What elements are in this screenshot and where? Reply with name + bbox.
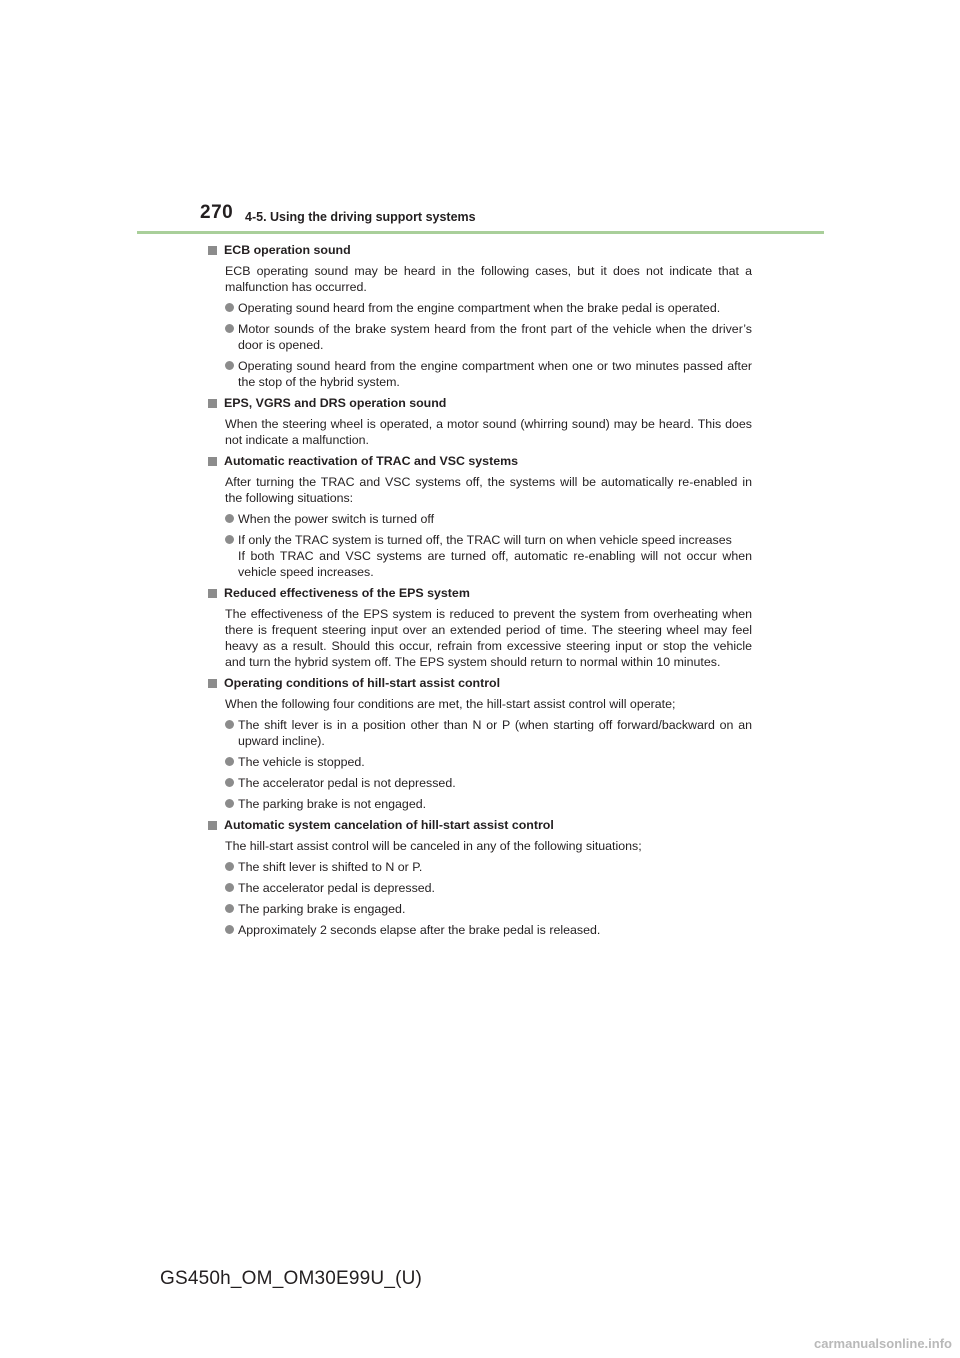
topic-heading (208, 395, 752, 411)
list-item-text (238, 532, 752, 580)
round-bullet-icon (225, 799, 234, 808)
list-item-text: The parking brake is not engaged. (238, 797, 427, 811)
watermark: carmanualsonline.info (814, 1336, 952, 1351)
list-item (225, 511, 752, 527)
square-bullet-icon (208, 246, 217, 255)
list-item (225, 321, 752, 353)
square-bullet-icon (208, 457, 217, 466)
list-item-text: The shift lever is shifted to N or P. (238, 860, 423, 874)
topic-heading-text: EPS, VGRS and DRS operation sound (224, 396, 447, 410)
topic-heading-text: Automatic reactivation of TRAC and VSC systems (224, 454, 518, 468)
topic-heading-text: Automatic system cancelation of hill-start assist control (224, 818, 554, 832)
topic-heading-text: Reduced effectiveness of the EPS system (224, 586, 470, 600)
topic-heading (208, 585, 752, 601)
square-bullet-icon (208, 679, 217, 688)
list-item-text: When the power switch is turned off (238, 512, 435, 526)
square-bullet-icon (208, 589, 217, 598)
topic-heading (208, 453, 752, 469)
page-header (200, 202, 824, 234)
section-title: 4-5. Using the driving support systems (245, 210, 476, 224)
topic-body: After turning the TRAC and VSC systems off, the systems will be automatically re-enabled in the following situations: (225, 475, 752, 505)
topic-trac-vsc-reactivation (208, 453, 752, 580)
list-item-text: Operating sound heard from the engine compartment when one or two minutes passed after the stop of the hybrid system. (238, 359, 752, 389)
topic-heading-text: Operating conditions of hill-start assist control (224, 676, 501, 690)
topic-body: When the steering wheel is operated, a motor sound (whirring sound) may be heard. This does not indicate a malfunction. (225, 417, 752, 447)
round-bullet-icon (225, 361, 234, 370)
square-bullet-icon (208, 399, 217, 408)
list-item (225, 901, 752, 917)
list-item-text: Approximately 2 seconds elapse after the brake pedal is released. (238, 923, 601, 937)
round-bullet-icon (225, 514, 234, 523)
list-item (225, 532, 752, 580)
round-bullet-icon (225, 720, 234, 729)
list-item-text: The accelerator pedal is depressed. (238, 881, 435, 895)
topic-body: When the following four conditions are met, the hill-start assist control will operate; (225, 697, 676, 711)
list-item-text: The shift lever is in a position other than N or P (when starting off forward/backward on an upward incline). (238, 718, 752, 748)
list-item (225, 775, 752, 791)
topic-heading (208, 817, 752, 833)
topic-body: ECB operating sound may be heard in the following cases, but it does not indicate that a malfunction has occurred. (225, 264, 752, 294)
topic-body: The effectiveness of the EPS system is reduced to prevent the system from overheating when there is frequent steering input over an extended period of time. The steering wheel may feel heavy as a result. Should this occur, refrain from excessive steering input or stop the vehicle and turn the hybrid system off. The EPS system should return to normal within 10 minutes. (225, 607, 752, 669)
round-bullet-icon (225, 883, 234, 892)
page-content (208, 242, 752, 938)
list-item-continuation: If both TRAC and VSC systems are turned off, automatic re-enabling will not occur when vehicle speed increases. (238, 549, 752, 579)
list-item (225, 358, 752, 390)
header-divider (137, 231, 824, 234)
list-item (225, 859, 752, 875)
topic-heading-text: ECB operation sound (224, 243, 351, 257)
round-bullet-icon (225, 535, 234, 544)
list-item-text: Motor sounds of the brake system heard from the front part of the vehicle when the driver’s door is opened. (238, 322, 752, 352)
manual-code: GS450h_OM_OM30E99U_(U) (160, 1268, 423, 1289)
topic-hill-start-cancelation (208, 817, 752, 938)
list-item (225, 796, 752, 812)
topic-ecb-operation-sound (208, 242, 752, 390)
topic-heading (208, 242, 752, 258)
list-item (225, 754, 752, 770)
list-item (225, 717, 752, 749)
round-bullet-icon (225, 925, 234, 934)
list-item-text: The accelerator pedal is not depressed. (238, 776, 456, 790)
list-item-text: Operating sound heard from the engine compartment when the brake pedal is operated. (238, 301, 721, 315)
topic-eps-reduced-effectiveness (208, 585, 752, 670)
list-item (225, 300, 752, 316)
list-item-text: The vehicle is stopped. (238, 755, 365, 769)
list-item-text: The parking brake is engaged. (238, 902, 406, 916)
list-item-line: If only the TRAC system is turned off, the TRAC will turn on when vehicle speed increases (238, 533, 732, 547)
round-bullet-icon (225, 862, 234, 871)
round-bullet-icon (225, 324, 234, 333)
topic-eps-vgrs-drs-sound (208, 395, 752, 448)
round-bullet-icon (225, 778, 234, 787)
page-number: 270 (200, 202, 234, 223)
round-bullet-icon (225, 303, 234, 312)
list-item (225, 922, 752, 938)
topic-hill-start-conditions (208, 675, 752, 812)
round-bullet-icon (225, 757, 234, 766)
topic-body: The hill-start assist control will be canceled in any of the following situations; (225, 839, 642, 853)
topic-heading (208, 675, 752, 691)
list-item (225, 880, 752, 896)
square-bullet-icon (208, 821, 217, 830)
round-bullet-icon (225, 904, 234, 913)
